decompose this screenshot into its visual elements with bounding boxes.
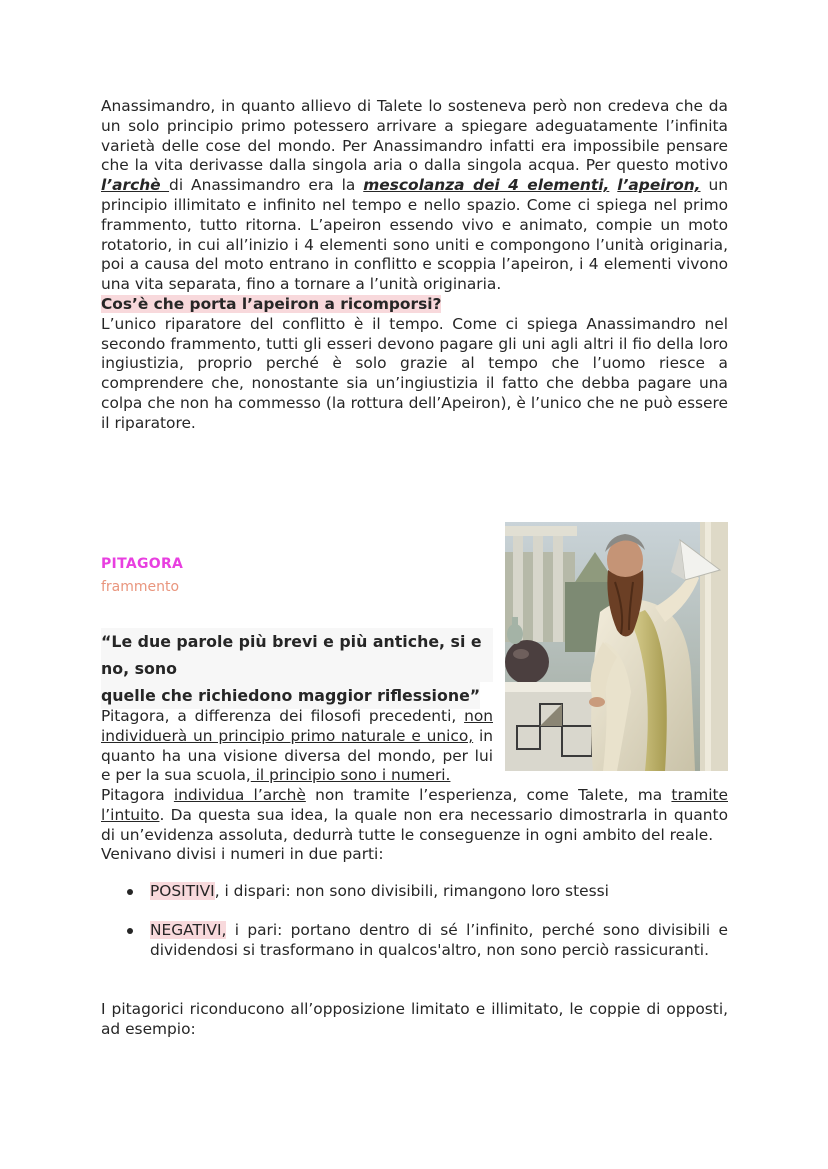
anassimandro-paragraph-1: Anassimandro, in quanto allievo di Talete lo sosteneva però non credeva che da un solo principio primo potessero arrivare a spiegare adeguatamente l’infinita varietà delle cose del mondo. Per Anassimandro infatti era impossibile pensare che la vita derivasse dalla singola aria o dalla singola acqua. Per questo motivo l’archè di Anassimandro era la mescolanza dei 4 elementi, l’apeiron, un principio illimitato e infinito nel tempo e nello spazio. Come ci spiega nel primo frammento, tutto ritorna. L’apeiron essendo vivo e animato, compie un moto rotatorio, in cui all’inizio i 4 elementi sono uniti e compongono l’unità originaria, poi a causa del moto entrano in conflitto e scoppia l’apeiron, i 4 elementi vivono una vita separata, fino a tornare a l’unità originaria. [101, 97, 728, 294]
pitagora-paragraph-4: I pitagorici riconducono all’opposizione limitato e illimitato, le coppie di opposti, ad esempio: [101, 1000, 728, 1038]
list-item-positivi: POSITIVI, i dispari: non sono divisibili, rimangono loro stessi [101, 882, 728, 902]
quote-line-1: “Le due parole più brevi e più antiche, si e no, sono [101, 628, 493, 682]
anassimandro-question: Cos’è che porta l’apeiron a ricomporsi? [101, 294, 442, 313]
list-item-negativi: NEGATIVI, i pari: portano dentro di sé l’infinito, perché sono divisibili e dividendosi si trasformano in qualcos'altro, non sono perciò rassicuranti. [101, 921, 728, 961]
bullet-icon [127, 889, 133, 895]
pitagora-title: PITAGORA [101, 556, 184, 572]
principio-numeri-phrase: il principio sono i numeri. [250, 766, 451, 785]
anassimandro-section [101, 97, 728, 434]
pitagora-quote [101, 628, 493, 709]
arche-term: l’archè [101, 176, 170, 195]
mescolanza-term: mescolanza dei 4 elementi, [363, 176, 610, 195]
apeiron-term: l’apeiron, [617, 176, 701, 195]
individua-arche-phrase: individua l’archè [173, 786, 306, 804]
pitagora-header [101, 556, 491, 595]
bullet-icon [127, 928, 133, 934]
pitagora-paragraph-2: Pitagora individua l’archè non tramite l’esperienza, come Talete, ma tramite l’intuito. Da questa sua idea, la quale non era necessario dimostrarla in quanto di un’evidenza assoluta, dedurrà tutte le conseguenze in ogni ambito del reale. Venivano divisi i numeri in due parti: [101, 786, 728, 864]
pitagora-subtitle: frammento [101, 579, 180, 595]
pitagora-painting [505, 522, 728, 771]
anassimandro-paragraph-2: L’unico riparatore del conflitto è il tempo. Come ci spiega Anassimandro nel secondo frammento, tutti gli esseri devono pagare gli uni agli altri il fio della loro ingiustizia, proprio perché è solo grazie al tempo che l’uomo riesce a comprendere che, nonostante sia un’ingiustizia il fatto che debba pagare una colpa che non ha commesso (la rottura dell’Apeiron), è l’unico che ne può essere il riparatore. [101, 314, 728, 432]
numbers-list [101, 882, 728, 960]
pitagora-paragraph-3: Venivano divisi i numeri in due parti: [101, 845, 384, 864]
pitagora-paragraph-1: Pitagora, a differenza dei filosofi precedenti, non individuerà un principio primo naturale e unico, in quanto ha una visione diversa del mondo, per lui e per la sua scuola, il principio sono i numeri. [101, 707, 493, 785]
non-individuera-phrase: non individuerà un principio primo naturale e unico, [101, 707, 493, 745]
pitagora-painting-svg [505, 522, 728, 771]
quote-line-2: quelle che richiedono maggior riflessione” [101, 682, 480, 709]
tramite-intuito-phrase: tramite l’intuito [101, 786, 728, 824]
